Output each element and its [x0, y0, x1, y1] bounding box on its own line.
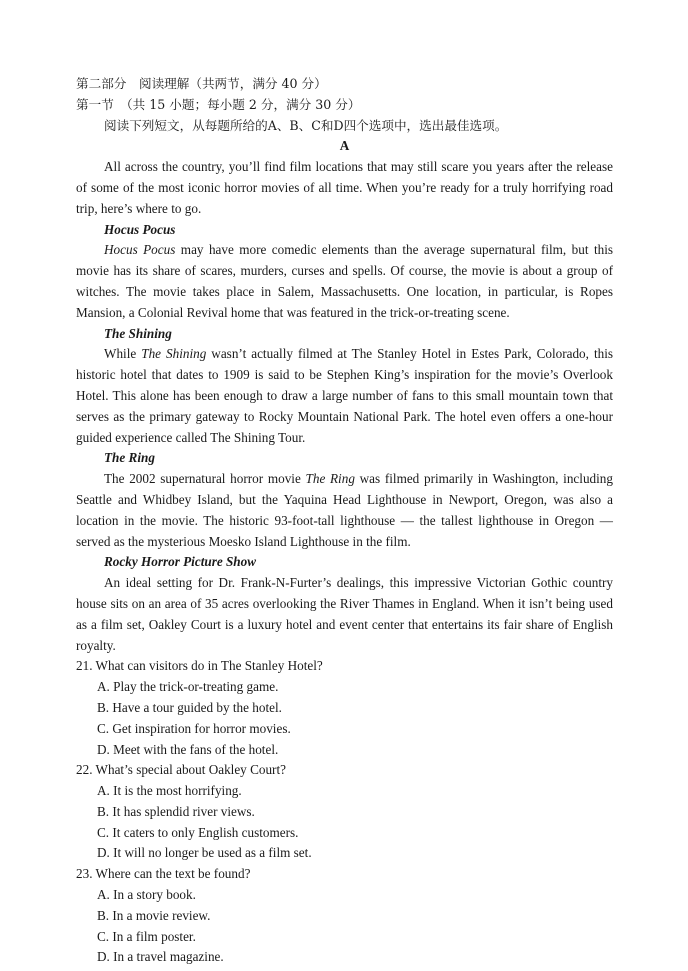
- section-title-the-shining: The Shining: [104, 325, 172, 341]
- option-a[interactable]: A. Play the trick-or-treating game.: [97, 679, 279, 695]
- option-d[interactable]: D. In a travel magazine.: [97, 949, 224, 965]
- section-heading: 第一节 （共 15 小题；每小题 2 分，满分 30 分）: [76, 96, 361, 112]
- option-b[interactable]: B. In a movie review.: [97, 907, 211, 923]
- movie-title-the-ring: The Ring: [305, 471, 355, 487]
- section-title-rocky-horror: Rocky Horror Picture Show: [104, 554, 257, 570]
- paragraph-rocky-horror: An ideal setting for Dr. Frank-N-Furter’s dealings, this impressive Victorian Gothic country house sits on an area of 35 acres overlooking the River Thames in England. When it isn’t being used as a film set, Oakley Court is a luxury hotel and event center that entertains its fair share of English royalty.: [76, 575, 613, 653]
- option-a[interactable]: A. It is the most horrifying.: [97, 783, 242, 799]
- section-title-the-ring: The Ring: [104, 450, 155, 466]
- option-d[interactable]: D. It will no longer be used as a film set.: [97, 845, 312, 861]
- intro-paragraph: All across the country, you’ll find film locations that may still scare you years after the release of some of the most iconic horror movies of all time. When you’re ready for a truly horrifying road trip, here’s where to go.: [76, 159, 613, 216]
- instruction-text: 阅读下列短文，从每题所给的A、B、C和D四个选项中，选出最佳选项。: [104, 117, 508, 133]
- option-c[interactable]: C. In a film poster.: [97, 928, 196, 944]
- part-heading: 第二部分 阅读理解（共两节，满分 40 分）: [76, 76, 327, 91]
- question-stem: 22. What’s special about Oakley Court?: [76, 762, 286, 778]
- document-page: [76, 74, 613, 968]
- question-22: [76, 760, 613, 864]
- option-d[interactable]: D. Meet with the fans of the hotel.: [97, 741, 279, 757]
- paragraph-hocus-pocus: Hocus Pocus may have more comedic elements than the average supernatural film, but this movie has its share of scares, murders, curses and spells. Of course, the movie is about a group of witches. The movie takes place in Salem, Massachusetts. One location, in particular, is Ropes Mansion, a Colonial Revival home that was featured in the trick-or-treating scene.: [76, 242, 613, 320]
- movie-title-hocus-pocus: Hocus Pocus: [104, 242, 176, 258]
- section-title-hocus-pocus: Hocus Pocus: [104, 221, 176, 237]
- option-a[interactable]: A. In a story book.: [97, 887, 196, 903]
- question-stem: 23. Where can the text be found?: [76, 866, 251, 882]
- question-23: [76, 864, 613, 968]
- question-21: [76, 656, 613, 760]
- question-stem: 21. What can visitors do in The Stanley Hotel?: [76, 658, 323, 674]
- option-c[interactable]: C. It caters to only English customers.: [97, 824, 299, 840]
- passage-letter: A: [339, 138, 350, 154]
- option-b[interactable]: B. Have a tour guided by the hotel.: [97, 699, 282, 715]
- paragraph-the-shining: While The Shining wasn’t actually filmed at The Stanley Hotel in Estes Park, Colorado, this historic hotel that dates to 1909 is said to be Stephen King’s inspiration for the movie’s Overlook Hotel. This alone has been enough to draw a large number of fans to this small mountain town that serves as the primary gateway to Rocky Mountain National Park. The hotel even offers a one-hour guided experience called The Shining Tour.: [76, 346, 613, 445]
- movie-title-the-shining: The Shining: [141, 346, 207, 362]
- paragraph-the-ring: The 2002 supernatural horror movie The Ring was filmed primarily in Washington, including Seattle and Whidbey Island, but the Yaquina Head Lighthouse in Newport, Oregon, was also a location in the movie. The historic 93-foot-tall lighthouse — the tallest lighthouse in Oregon — served as the mysterious Moesko Island Lighthouse in the film.: [76, 471, 613, 549]
- option-c[interactable]: C. Get inspiration for horror movies.: [97, 720, 291, 736]
- option-b[interactable]: B. It has splendid river views.: [97, 803, 255, 819]
